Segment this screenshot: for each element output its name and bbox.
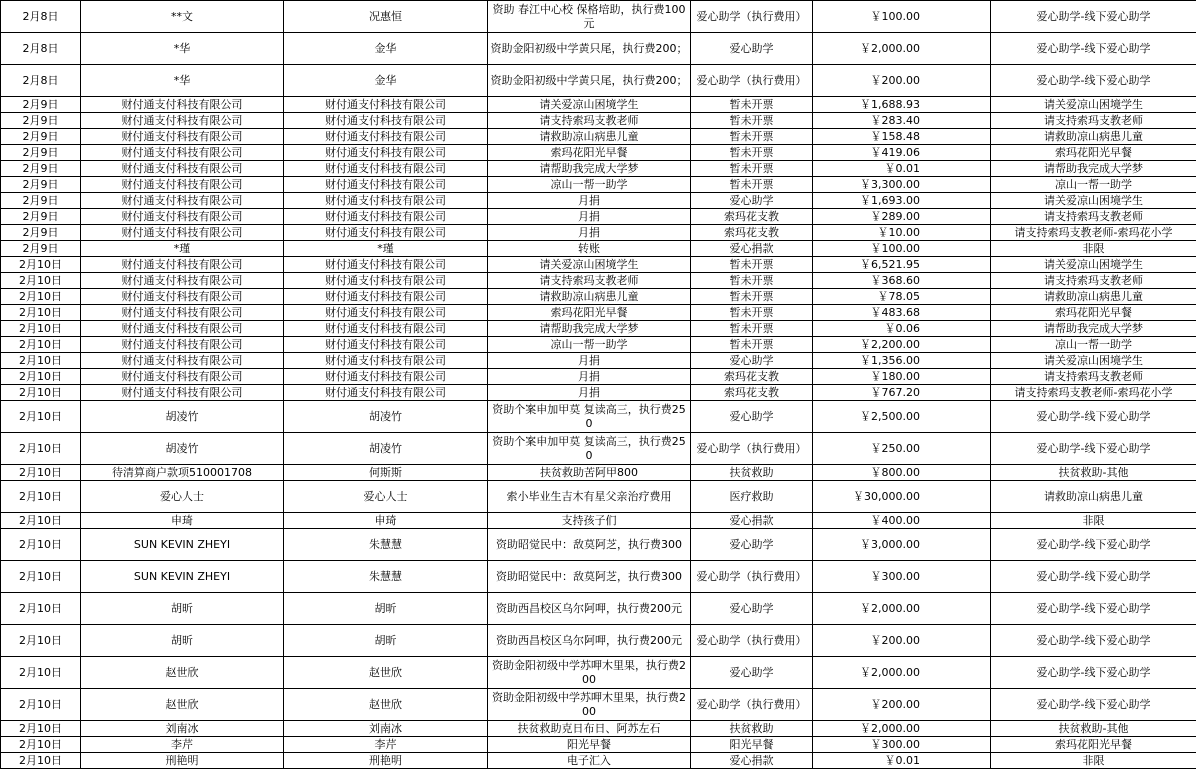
description-cell: 资助金阳初级中学苏呷木里果，执行费200 — [488, 657, 691, 689]
date-cell: 2月9日 — [1, 113, 81, 129]
amount-cell: ￥0.06 — [813, 321, 991, 337]
payer-cell: 赵世欣 — [284, 689, 488, 721]
date-cell: 2月10日 — [1, 561, 81, 593]
date-cell: 2月9日 — [1, 225, 81, 241]
category-cell: 爱心助学（执行费用） — [691, 433, 813, 465]
donor-cell: 财付通支付科技有限公司 — [81, 113, 284, 129]
date-cell: 2月9日 — [1, 193, 81, 209]
table-row — [1, 209, 1196, 225]
description-cell: 索小毕业生吉木有星父亲治疗费用 — [488, 481, 691, 513]
project-cell: 请支持索玛支教老师 — [991, 209, 1196, 225]
project-cell: 爱心助学-线下爱心助学 — [991, 1, 1196, 33]
date-cell: 2月9日 — [1, 129, 81, 145]
project-cell: 凉山一帮一助学 — [991, 337, 1196, 353]
payer-cell: 刑艳明 — [284, 753, 488, 769]
table-row — [1, 305, 1196, 321]
project-cell: 请支持索玛支教老师 — [991, 273, 1196, 289]
description-cell: 索玛花阳光早餐 — [488, 145, 691, 161]
table-row — [1, 257, 1196, 273]
payer-cell: 财付通支付科技有限公司 — [284, 305, 488, 321]
donor-cell: 申琦 — [81, 513, 284, 529]
category-cell: 爱心助学 — [691, 657, 813, 689]
description-cell: 月捐 — [488, 369, 691, 385]
payer-cell: 财付通支付科技有限公司 — [284, 385, 488, 401]
description-cell: 扶贫救助苦阿甲800 — [488, 465, 691, 481]
payer-cell: 刘南冰 — [284, 721, 488, 737]
payer-cell: 爱心人士 — [284, 481, 488, 513]
donor-cell: SUN KEVIN ZHEYI — [81, 529, 284, 561]
category-cell: 暂未开票 — [691, 257, 813, 273]
category-cell: 索玛花支教 — [691, 209, 813, 225]
project-cell: 非限 — [991, 513, 1196, 529]
description-cell: 请帮助我完成大学梦 — [488, 321, 691, 337]
category-cell: 爱心助学（执行费用） — [691, 625, 813, 657]
amount-cell: ￥2,000.00 — [813, 657, 991, 689]
amount-cell: ￥6,521.95 — [813, 257, 991, 273]
category-cell: 暂未开票 — [691, 337, 813, 353]
date-cell: 2月10日 — [1, 337, 81, 353]
date-cell: 2月10日 — [1, 305, 81, 321]
table-row — [1, 161, 1196, 177]
description-cell: 凉山一帮一助学 — [488, 177, 691, 193]
category-cell: 爱心捐款 — [691, 513, 813, 529]
category-cell: 爱心捐款 — [691, 753, 813, 769]
date-cell: 2月8日 — [1, 1, 81, 33]
date-cell: 2月9日 — [1, 209, 81, 225]
category-cell: 爱心助学 — [691, 593, 813, 625]
table-row — [1, 481, 1196, 513]
table-row — [1, 513, 1196, 529]
table-row — [1, 129, 1196, 145]
project-cell: 非限 — [991, 753, 1196, 769]
amount-cell: ￥3,300.00 — [813, 177, 991, 193]
project-cell: 爱心助学-线下爱心助学 — [991, 657, 1196, 689]
category-cell: 爱心助学（执行费用） — [691, 65, 813, 97]
date-cell: 2月10日 — [1, 289, 81, 305]
date-cell: 2月10日 — [1, 481, 81, 513]
project-cell: 请帮助我完成大学梦 — [991, 321, 1196, 337]
donor-cell: 财付通支付科技有限公司 — [81, 337, 284, 353]
date-cell: 2月9日 — [1, 241, 81, 257]
amount-cell: ￥250.00 — [813, 433, 991, 465]
date-cell: 2月10日 — [1, 529, 81, 561]
donor-cell: 财付通支付科技有限公司 — [81, 209, 284, 225]
description-cell: 资助个案申加甲莫 复读高三，执行费250 — [488, 401, 691, 433]
donor-cell: 财付通支付科技有限公司 — [81, 177, 284, 193]
table-row — [1, 177, 1196, 193]
amount-cell: ￥78.05 — [813, 289, 991, 305]
donor-cell: 胡凌竹 — [81, 401, 284, 433]
payer-cell: 财付通支付科技有限公司 — [284, 257, 488, 273]
donor-cell: *瑾 — [81, 241, 284, 257]
payer-cell: 胡凌竹 — [284, 401, 488, 433]
date-cell: 2月10日 — [1, 513, 81, 529]
amount-cell: ￥767.20 — [813, 385, 991, 401]
table-row — [1, 273, 1196, 289]
project-cell: 索玛花阳光早餐 — [991, 145, 1196, 161]
category-cell: 暂未开票 — [691, 273, 813, 289]
table-row — [1, 65, 1196, 97]
description-cell: 资助金阳初级中学黄只尾，执行费200； — [488, 65, 691, 97]
payer-cell: 李芹 — [284, 737, 488, 753]
amount-cell: ￥200.00 — [813, 625, 991, 657]
payer-cell: 何斯斯 — [284, 465, 488, 481]
category-cell: 爱心助学 — [691, 33, 813, 65]
amount-cell: ￥800.00 — [813, 465, 991, 481]
amount-cell: ￥289.00 — [813, 209, 991, 225]
payer-cell: 胡凌竹 — [284, 433, 488, 465]
project-cell: 请帮助我完成大学梦 — [991, 161, 1196, 177]
description-cell: 请支持索玛支教老师 — [488, 113, 691, 129]
project-cell: 非限 — [991, 241, 1196, 257]
description-cell: 资助西昌校区乌尔阿呷，执行费200元 — [488, 593, 691, 625]
donor-cell: 爱心人士 — [81, 481, 284, 513]
donor-cell: 胡昕 — [81, 625, 284, 657]
project-cell: 爱心助学-线下爱心助学 — [991, 561, 1196, 593]
project-cell: 请救助凉山病患儿童 — [991, 129, 1196, 145]
project-cell: 请关爱凉山困境学生 — [991, 97, 1196, 113]
date-cell: 2月10日 — [1, 321, 81, 337]
amount-cell: ￥100.00 — [813, 1, 991, 33]
amount-cell: ￥3,000.00 — [813, 529, 991, 561]
description-cell: 请支持索玛支教老师 — [488, 273, 691, 289]
project-cell: 请关爱凉山困境学生 — [991, 257, 1196, 273]
payer-cell: 财付通支付科技有限公司 — [284, 209, 488, 225]
donor-cell: 李芹 — [81, 737, 284, 753]
date-cell: 2月10日 — [1, 273, 81, 289]
description-cell: 资助 春江中心校 保格培助，执行费100元 — [488, 1, 691, 33]
table-row — [1, 321, 1196, 337]
table-row — [1, 593, 1196, 625]
category-cell: 爱心助学 — [691, 529, 813, 561]
project-cell: 索玛花阳光早餐 — [991, 737, 1196, 753]
description-cell: 请救助凉山病患儿童 — [488, 129, 691, 145]
amount-cell: ￥400.00 — [813, 513, 991, 529]
table-row — [1, 625, 1196, 657]
payer-cell: 金华 — [284, 65, 488, 97]
donor-cell: 财付通支付科技有限公司 — [81, 273, 284, 289]
donor-cell: 财付通支付科技有限公司 — [81, 257, 284, 273]
amount-cell: ￥1,356.00 — [813, 353, 991, 369]
amount-cell: ￥200.00 — [813, 689, 991, 721]
amount-cell: ￥368.60 — [813, 273, 991, 289]
description-cell: 索玛花阳光早餐 — [488, 305, 691, 321]
description-cell: 请关爱凉山困境学生 — [488, 97, 691, 113]
table-row — [1, 529, 1196, 561]
category-cell: 暂未开票 — [691, 305, 813, 321]
category-cell: 扶贫救助 — [691, 721, 813, 737]
donor-cell: 财付通支付科技有限公司 — [81, 369, 284, 385]
project-cell: 爱心助学-线下爱心助学 — [991, 401, 1196, 433]
project-cell: 请支持索玛支教老师 — [991, 113, 1196, 129]
table-row — [1, 241, 1196, 257]
category-cell: 暂未开票 — [691, 129, 813, 145]
date-cell: 2月10日 — [1, 433, 81, 465]
table-row — [1, 97, 1196, 113]
category-cell: 爱心助学（执行费用） — [691, 1, 813, 33]
table-row — [1, 33, 1196, 65]
date-cell: 2月10日 — [1, 737, 81, 753]
payer-cell: 胡昕 — [284, 593, 488, 625]
description-cell: 月捐 — [488, 353, 691, 369]
date-cell: 2月10日 — [1, 385, 81, 401]
donor-cell: 财付通支付科技有限公司 — [81, 305, 284, 321]
table-row — [1, 145, 1196, 161]
payer-cell: 金华 — [284, 33, 488, 65]
category-cell: 暂未开票 — [691, 113, 813, 129]
payer-cell: 财付通支付科技有限公司 — [284, 321, 488, 337]
amount-cell: ￥200.00 — [813, 65, 991, 97]
project-cell: 凉山一帮一助学 — [991, 177, 1196, 193]
project-cell: 爱心助学-线下爱心助学 — [991, 529, 1196, 561]
category-cell: 暂未开票 — [691, 177, 813, 193]
description-cell: 资助西昌校区乌尔阿呷，执行费200元 — [488, 625, 691, 657]
table-row — [1, 193, 1196, 209]
donor-cell: *华 — [81, 33, 284, 65]
date-cell: 2月8日 — [1, 33, 81, 65]
donor-cell: 胡凌竹 — [81, 433, 284, 465]
payer-cell: 朱慧慧 — [284, 561, 488, 593]
category-cell: 爱心助学 — [691, 193, 813, 209]
description-cell: 月捐 — [488, 209, 691, 225]
description-cell: 资助金阳初级中学黄只尾，执行费200； — [488, 33, 691, 65]
payer-cell: 财付通支付科技有限公司 — [284, 353, 488, 369]
description-cell: 资助昭觉民中：敌莫阿芝，执行费300 — [488, 529, 691, 561]
category-cell: 暂未开票 — [691, 145, 813, 161]
payer-cell: *瑾 — [284, 241, 488, 257]
donor-cell: 刘南冰 — [81, 721, 284, 737]
date-cell: 2月9日 — [1, 161, 81, 177]
payer-cell: 财付通支付科技有限公司 — [284, 337, 488, 353]
donor-cell: 赵世欣 — [81, 657, 284, 689]
table-row — [1, 289, 1196, 305]
donor-cell: 财付通支付科技有限公司 — [81, 193, 284, 209]
table-row — [1, 337, 1196, 353]
payer-cell: 财付通支付科技有限公司 — [284, 273, 488, 289]
date-cell: 2月8日 — [1, 65, 81, 97]
amount-cell: ￥180.00 — [813, 369, 991, 385]
amount-cell: ￥419.06 — [813, 145, 991, 161]
amount-cell: ￥300.00 — [813, 737, 991, 753]
description-cell: 凉山一帮一助学 — [488, 337, 691, 353]
project-cell: 扶贫救助-其他 — [991, 721, 1196, 737]
project-cell: 索玛花阳光早餐 — [991, 305, 1196, 321]
date-cell: 2月10日 — [1, 353, 81, 369]
description-cell: 支持孩子们 — [488, 513, 691, 529]
donor-cell: 财付通支付科技有限公司 — [81, 289, 284, 305]
category-cell: 暂未开票 — [691, 321, 813, 337]
project-cell: 请支持索玛支教老师-索玛花小学 — [991, 385, 1196, 401]
category-cell: 索玛花支教 — [691, 385, 813, 401]
donor-cell: 财付通支付科技有限公司 — [81, 161, 284, 177]
category-cell: 扶贫救助 — [691, 465, 813, 481]
amount-cell: ￥100.00 — [813, 241, 991, 257]
table-row — [1, 401, 1196, 433]
table-row — [1, 657, 1196, 689]
payer-cell: 财付通支付科技有限公司 — [284, 161, 488, 177]
description-cell: 电子汇入 — [488, 753, 691, 769]
project-cell: 爱心助学-线下爱心助学 — [991, 433, 1196, 465]
amount-cell: ￥2,000.00 — [813, 593, 991, 625]
category-cell: 医疗救助 — [691, 481, 813, 513]
amount-cell: ￥158.48 — [813, 129, 991, 145]
date-cell: 2月10日 — [1, 625, 81, 657]
payer-cell: 财付通支付科技有限公司 — [284, 193, 488, 209]
project-cell: 爱心助学-线下爱心助学 — [991, 593, 1196, 625]
table-row — [1, 113, 1196, 129]
description-cell: 请救助凉山病患儿童 — [488, 289, 691, 305]
project-cell: 爱心助学-线下爱心助学 — [991, 33, 1196, 65]
category-cell: 爱心助学（执行费用） — [691, 689, 813, 721]
payer-cell: 赵世欣 — [284, 657, 488, 689]
date-cell: 2月9日 — [1, 177, 81, 193]
description-cell: 转账 — [488, 241, 691, 257]
donor-cell: 财付通支付科技有限公司 — [81, 97, 284, 113]
date-cell: 2月9日 — [1, 145, 81, 161]
donor-cell: 刑艳明 — [81, 753, 284, 769]
date-cell: 2月10日 — [1, 401, 81, 433]
table-row — [1, 225, 1196, 241]
date-cell: 2月10日 — [1, 657, 81, 689]
donor-cell: 胡昕 — [81, 593, 284, 625]
project-cell: 请支持索玛支教老师-索玛花小学 — [991, 225, 1196, 241]
amount-cell: ￥2,500.00 — [813, 401, 991, 433]
date-cell: 2月10日 — [1, 369, 81, 385]
amount-cell: ￥1,693.00 — [813, 193, 991, 209]
project-cell: 爱心助学-线下爱心助学 — [991, 625, 1196, 657]
table-row — [1, 465, 1196, 481]
amount-cell: ￥2,200.00 — [813, 337, 991, 353]
category-cell: 爱心助学 — [691, 353, 813, 369]
table-row — [1, 753, 1196, 769]
payer-cell: 财付通支付科技有限公司 — [284, 177, 488, 193]
date-cell: 2月10日 — [1, 257, 81, 273]
project-cell: 请救助凉山病患儿童 — [991, 481, 1196, 513]
table-row — [1, 689, 1196, 721]
donor-cell: 财付通支付科技有限公司 — [81, 129, 284, 145]
project-cell: 请关爱凉山困境学生 — [991, 193, 1196, 209]
category-cell: 阳光早餐 — [691, 737, 813, 753]
payer-cell: 财付通支付科技有限公司 — [284, 369, 488, 385]
amount-cell: ￥283.40 — [813, 113, 991, 129]
description-cell: 请关爱凉山困境学生 — [488, 257, 691, 273]
payer-cell: 财付通支付科技有限公司 — [284, 289, 488, 305]
description-cell: 阳光早餐 — [488, 737, 691, 753]
payer-cell: 财付通支付科技有限公司 — [284, 113, 488, 129]
payer-cell: 朱慧慧 — [284, 529, 488, 561]
category-cell: 爱心助学（执行费用） — [691, 561, 813, 593]
donor-cell: 财付通支付科技有限公司 — [81, 321, 284, 337]
amount-cell: ￥10.00 — [813, 225, 991, 241]
payer-cell: 财付通支付科技有限公司 — [284, 225, 488, 241]
project-cell: 爱心助学-线下爱心助学 — [991, 65, 1196, 97]
description-cell: 资助昭觉民中：敌莫阿芝，执行费300 — [488, 561, 691, 593]
date-cell: 2月10日 — [1, 753, 81, 769]
description-cell: 月捐 — [488, 225, 691, 241]
amount-cell: ￥0.01 — [813, 161, 991, 177]
donor-cell: *华 — [81, 65, 284, 97]
category-cell: 暂未开票 — [691, 289, 813, 305]
description-cell: 资助金阳初级中学苏呷木里果，执行费200 — [488, 689, 691, 721]
amount-cell: ￥300.00 — [813, 561, 991, 593]
payer-cell: 胡昕 — [284, 625, 488, 657]
payer-cell: 财付通支付科技有限公司 — [284, 97, 488, 113]
table-row — [1, 433, 1196, 465]
category-cell: 暂未开票 — [691, 161, 813, 177]
description-cell: 资助个案申加甲莫 复读高三，执行费250 — [488, 433, 691, 465]
amount-cell: ￥30,000.00 — [813, 481, 991, 513]
description-cell: 请帮助我完成大学梦 — [488, 161, 691, 177]
amount-cell: ￥2,000.00 — [813, 33, 991, 65]
donor-cell: 财付通支付科技有限公司 — [81, 385, 284, 401]
project-cell: 爱心助学-线下爱心助学 — [991, 689, 1196, 721]
payer-cell: 财付通支付科技有限公司 — [284, 129, 488, 145]
table-row — [1, 353, 1196, 369]
project-cell: 请关爱凉山困境学生 — [991, 353, 1196, 369]
donor-cell: 财付通支付科技有限公司 — [81, 225, 284, 241]
table-body — [1, 1, 1196, 769]
payer-cell: 财付通支付科技有限公司 — [284, 145, 488, 161]
description-cell: 月捐 — [488, 193, 691, 209]
date-cell: 2月10日 — [1, 593, 81, 625]
project-cell: 扶贫救助-其他 — [991, 465, 1196, 481]
project-cell: 请支持索玛支教老师 — [991, 369, 1196, 385]
project-cell: 请救助凉山病患儿童 — [991, 289, 1196, 305]
amount-cell: ￥0.01 — [813, 753, 991, 769]
donor-cell: 赵世欣 — [81, 689, 284, 721]
donor-cell: **文 — [81, 1, 284, 33]
payer-cell: 申琦 — [284, 513, 488, 529]
date-cell: 2月10日 — [1, 689, 81, 721]
category-cell: 爱心助学 — [691, 401, 813, 433]
description-cell: 月捐 — [488, 385, 691, 401]
category-cell: 索玛花支教 — [691, 225, 813, 241]
donor-cell: 财付通支付科技有限公司 — [81, 353, 284, 369]
category-cell: 索玛花支教 — [691, 369, 813, 385]
payer-cell: 况惠恒 — [284, 1, 488, 33]
amount-cell: ￥483.68 — [813, 305, 991, 321]
category-cell: 暂未开票 — [691, 97, 813, 113]
amount-cell: ￥2,000.00 — [813, 721, 991, 737]
table-row — [1, 737, 1196, 753]
donor-cell: 待清算商户款项510001708 — [81, 465, 284, 481]
donor-cell: 财付通支付科技有限公司 — [81, 145, 284, 161]
amount-cell: ￥1,688.93 — [813, 97, 991, 113]
category-cell: 爱心捐款 — [691, 241, 813, 257]
table-row — [1, 561, 1196, 593]
date-cell: 2月9日 — [1, 97, 81, 113]
description-cell: 扶贫救助克日布日、阿苏左石 — [488, 721, 691, 737]
date-cell: 2月10日 — [1, 465, 81, 481]
table-row — [1, 369, 1196, 385]
table-row — [1, 385, 1196, 401]
donor-cell: SUN KEVIN ZHEYI — [81, 561, 284, 593]
table-row — [1, 721, 1196, 737]
date-cell: 2月10日 — [1, 721, 81, 737]
table-row — [1, 1, 1196, 33]
